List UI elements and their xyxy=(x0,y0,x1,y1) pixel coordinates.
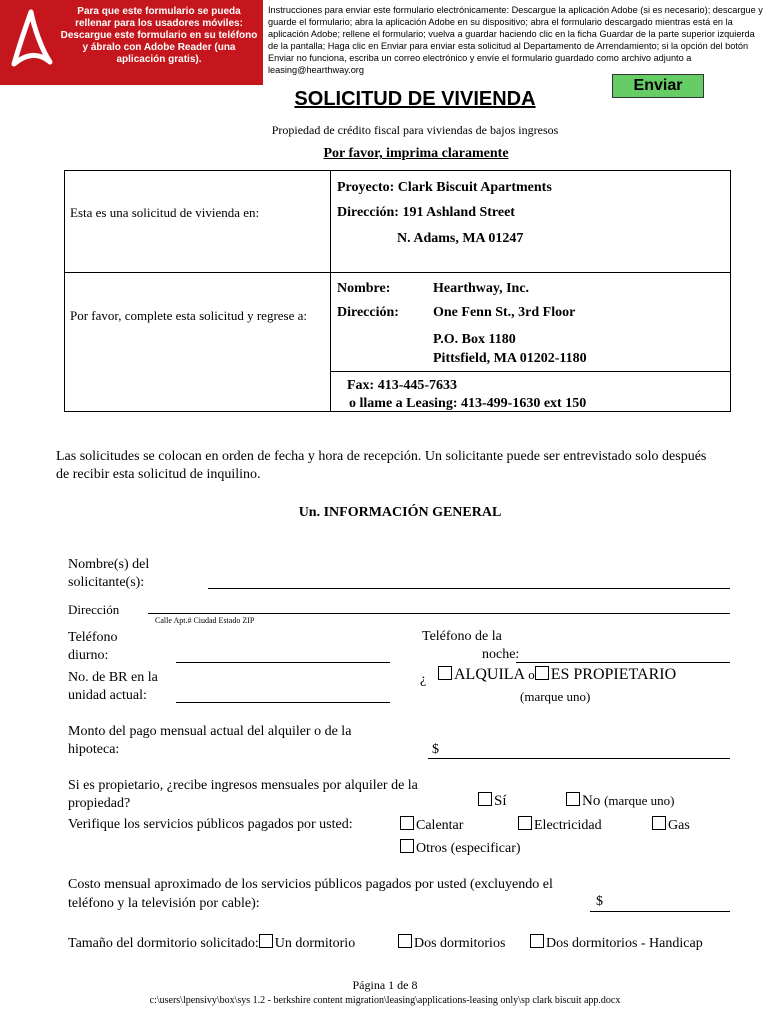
other-label: Otros (especificar) xyxy=(416,841,521,856)
rent-checkbox[interactable] xyxy=(438,666,452,680)
no-checkbox[interactable] xyxy=(566,792,580,806)
application-for-label: Esta es una solicitud de vivienda en: xyxy=(70,205,260,220)
gas-option xyxy=(652,816,690,834)
day-phone-field[interactable] xyxy=(176,662,390,663)
section-title: Un. INFORMACIÓN GENERAL xyxy=(298,505,502,520)
day-phone-label: Teléfono diurno: xyxy=(68,630,118,663)
monthly-payment-field[interactable] xyxy=(428,758,730,759)
owner-income-question: Si es propietario, ¿recibe ingresos mensuales por alquiler de la propiedad? xyxy=(68,778,418,811)
return-address-label: Dirección: xyxy=(337,305,399,320)
fax-number: Fax: 413-445-7633 xyxy=(347,378,458,393)
banner-text: Para que este formulario se pueda rellenar para los usadores móviles: Descargue este formulario en su teléfono y ábralo con Adobe Reader (una aplicación gratis). xyxy=(60,6,258,65)
one-bedroom-label: Un dormitorio xyxy=(274,936,356,951)
yes-option xyxy=(478,792,507,810)
no-label: No xyxy=(582,793,601,809)
one-bedroom-checkbox[interactable] xyxy=(259,934,273,948)
leasing-phone: o llame a Leasing: 413-499-1630 ext 150 xyxy=(349,396,587,411)
utilities-label-text: Verifique los servicios públicos pagados por usted: xyxy=(68,817,353,832)
page-number: Página 1 de 8 xyxy=(352,978,418,992)
address-field[interactable] xyxy=(148,613,730,614)
question-mark: ¿ xyxy=(420,672,427,687)
two-bedroom-option xyxy=(398,934,505,952)
rent-own-group xyxy=(438,666,676,684)
adobe-acrobat-icon xyxy=(8,6,54,76)
other-option xyxy=(400,839,521,857)
bedroom-size-label: Tamaño del dormitorio solicitado: xyxy=(68,936,259,951)
monthly-payment-label: Monto del pago mensual actual del alquiler o de la hipoteca: xyxy=(68,724,352,757)
project-address: Dirección: 191 Ashland Street xyxy=(337,205,515,220)
po-city: Pittsfield, MA 01202-1180 xyxy=(433,351,587,366)
page-subtitle: Propiedad de crédito fiscal para viviendas de bajos ingresos xyxy=(271,123,559,137)
gas-label: Gas xyxy=(668,818,690,833)
two-bedroom-checkbox[interactable] xyxy=(398,934,412,948)
or-text: o xyxy=(528,667,535,682)
utilities-label xyxy=(68,817,353,833)
return-address-value: One Fenn St., 3rd Floor xyxy=(433,305,576,320)
heating-option xyxy=(400,816,463,834)
yes-checkbox[interactable] xyxy=(478,792,492,806)
two-bedroom-hc-label: Dos dormitorios - Handicap xyxy=(546,936,703,951)
file-path: c:\users\lpensivy\box\sys 1.2 - berkshire content migration\leasing\applications-leasing only\sp clark biscuit app.docx xyxy=(149,995,621,1006)
bedroom-count-label: No. de BR en la unidad actual: xyxy=(68,670,158,703)
address-hint: Calle Apt.# Ciudad Estado ZIP xyxy=(155,616,255,625)
submit-button[interactable]: Enviar xyxy=(612,74,704,98)
gas-checkbox[interactable] xyxy=(652,816,666,830)
night-phone-label-1: Teléfono de la xyxy=(422,629,502,644)
submission-instructions: Instrucciones para enviar este formulario electrónicamente: Descargue la aplicación Adobe (si es necesario); descargue y guarde el formulario; abra la aplicación Adobe en su dispositivo; abra el formulario descargado mientras está en la aplicación Adobe; rellene el formulario; vuelva a guardar haciendo clic en la ficha Guardar de la parte superior izquierda de la pantalla; Haga clic en Enviar para enviar esta solicitud al Departamento de Arrendamiento; si la opción del botón Enviar no funciona, escriba un correo electrónico y envíe el formulario guardado como archivo adjunto a leasing@hearthway.org xyxy=(268,5,763,75)
table-vertical-divider xyxy=(330,171,331,411)
return-name-label: Nombre: xyxy=(337,281,391,296)
project-name: Proyecto: Clark Biscuit Apartments xyxy=(337,180,552,195)
applicant-name-field[interactable] xyxy=(208,588,730,589)
two-bedroom-hc-option xyxy=(530,934,703,952)
address-label: Dirección xyxy=(68,602,120,617)
utility-dollar: $ xyxy=(596,894,603,909)
return-name-value: Hearthway, Inc. xyxy=(433,281,530,296)
table-inner-divider xyxy=(330,371,730,372)
heating-checkbox[interactable] xyxy=(400,816,414,830)
project-city: N. Adams, MA 01247 xyxy=(397,231,524,246)
monthly-dollar: $ xyxy=(432,742,439,757)
electricity-checkbox[interactable] xyxy=(518,816,532,830)
mark-one-note-2: (marque uno) xyxy=(604,793,675,808)
electricity-option xyxy=(518,816,602,834)
utility-cost-label: Costo mensual aproximado de los servicios públicos pagados por usted (excluyendo el teléfono y la televisión por cable): xyxy=(68,877,553,911)
own-label: ES PROPIETARIO xyxy=(550,666,677,683)
order-notice: Las solicitudes se colocan en orden de fecha y hora de recepción. Un solicitante puede ser entrevistado solo después de recibir esta solicitud de inquilino. xyxy=(56,449,707,482)
no-option xyxy=(566,792,674,810)
utility-cost-field[interactable] xyxy=(590,911,730,912)
own-checkbox[interactable] xyxy=(535,666,549,680)
night-phone-field[interactable] xyxy=(516,662,730,663)
print-note: Por favor, imprima claramente xyxy=(323,146,509,161)
applicant-name-label: Nombre(s) del solicitante(s): xyxy=(68,557,150,590)
page-title: SOLICITUD DE VIVIENDA xyxy=(294,88,536,110)
other-checkbox[interactable] xyxy=(400,839,414,853)
po-box: P.O. Box 1180 xyxy=(433,332,516,347)
mobile-banner xyxy=(0,0,263,85)
two-bedroom-label: Dos dormitorios xyxy=(414,936,506,951)
contact-table xyxy=(64,170,731,412)
two-bedroom-hc-checkbox[interactable] xyxy=(530,934,544,948)
bedroom-count-field[interactable] xyxy=(176,702,390,703)
rent-label: ALQUILA xyxy=(454,666,525,683)
table-horizontal-divider xyxy=(65,272,730,273)
yes-label: Sí xyxy=(494,793,507,809)
mark-one-note: (marque uno) xyxy=(520,689,591,704)
heating-label: Calentar xyxy=(416,818,464,833)
return-to-label: Por favor, complete esta solicitud y regrese a: xyxy=(70,308,308,323)
electricity-label: Electricidad xyxy=(534,818,602,833)
night-phone-label-2: noche: xyxy=(482,647,520,662)
bedroom-size-row xyxy=(68,934,355,952)
